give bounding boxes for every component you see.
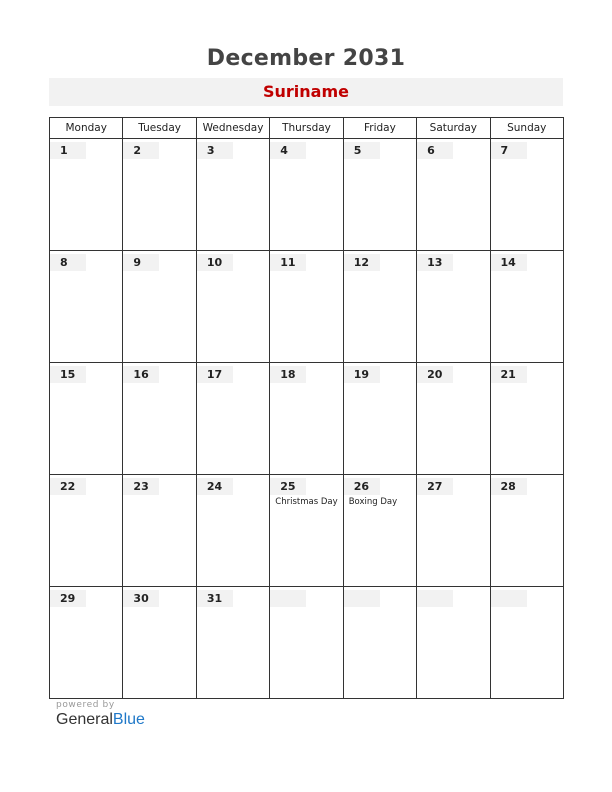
day-number: 19 [344, 366, 380, 383]
weekday-header-friday: Friday [343, 118, 416, 139]
day-number: 14 [491, 254, 527, 271]
day-cell[interactable] [490, 587, 563, 699]
week-row [50, 139, 564, 251]
day-cell[interactable] [343, 587, 416, 699]
day-cell[interactable] [270, 475, 343, 587]
weekday-header-monday: Monday [50, 118, 123, 139]
day-cell[interactable] [123, 363, 196, 475]
day-number: 20 [417, 366, 453, 383]
brand-blue-text: Blue [112, 711, 145, 728]
day-number: 17 [197, 366, 233, 383]
day-number: 4 [270, 142, 306, 159]
day-number: 26 [344, 478, 380, 495]
weekday-header-saturday: Saturday [417, 118, 490, 139]
calendar-grid [49, 117, 564, 699]
day-number: 13 [417, 254, 453, 271]
day-number: 28 [491, 478, 527, 495]
day-number: 29 [50, 590, 86, 607]
day-cell[interactable] [50, 363, 123, 475]
day-number: 10 [197, 254, 233, 271]
day-number: 7 [491, 142, 527, 159]
day-cell[interactable] [270, 587, 343, 699]
day-number: 16 [123, 366, 159, 383]
day-number: 11 [270, 254, 306, 271]
day-cell[interactable] [123, 587, 196, 699]
brand-general-text: General [56, 711, 113, 728]
day-cell[interactable] [196, 587, 269, 699]
day-cell[interactable] [270, 139, 343, 251]
day-number: 12 [344, 254, 380, 271]
weekday-header-thursday: Thursday [270, 118, 343, 139]
day-number: 27 [417, 478, 453, 495]
day-cell[interactable] [196, 251, 269, 363]
day-number: 24 [197, 478, 233, 495]
footer-branding [56, 700, 145, 729]
day-cell[interactable] [50, 251, 123, 363]
day-number: 25 [270, 478, 306, 495]
generalblue-logo[interactable] [56, 711, 145, 729]
day-number [344, 590, 380, 607]
day-cell[interactable] [417, 139, 490, 251]
day-number [491, 590, 527, 607]
calendar-body [50, 139, 564, 699]
day-cell[interactable] [417, 587, 490, 699]
day-number: 5 [344, 142, 380, 159]
holiday-label: Boxing Day [348, 497, 398, 507]
day-number: 1 [50, 142, 86, 159]
day-cell[interactable] [417, 363, 490, 475]
day-cell[interactable] [417, 475, 490, 587]
day-cell[interactable] [50, 475, 123, 587]
week-row [50, 587, 564, 699]
day-number: 3 [197, 142, 233, 159]
day-cell[interactable] [490, 475, 563, 587]
day-number: 30 [123, 590, 159, 607]
week-row [50, 251, 564, 363]
day-cell[interactable] [343, 139, 416, 251]
day-number: 6 [417, 142, 453, 159]
day-cell[interactable] [196, 363, 269, 475]
day-number [270, 590, 306, 607]
country-name: Suriname [263, 82, 349, 101]
weekday-header-tuesday: Tuesday [123, 118, 196, 139]
day-cell[interactable] [343, 363, 416, 475]
day-number [417, 590, 453, 607]
day-number: 15 [50, 366, 86, 383]
day-cell[interactable] [196, 139, 269, 251]
weekday-header-wednesday: Wednesday [196, 118, 269, 139]
weekday-header-row [50, 118, 564, 139]
page-title: December 2031 [206, 46, 406, 71]
day-cell[interactable] [490, 251, 563, 363]
day-number: 21 [491, 366, 527, 383]
weekday-header-sunday: Sunday [490, 118, 563, 139]
day-cell[interactable] [123, 251, 196, 363]
day-cell[interactable] [490, 363, 563, 475]
day-cell[interactable] [123, 475, 196, 587]
day-number: 9 [123, 254, 159, 271]
holiday-label: Christmas Day [275, 497, 338, 507]
day-cell[interactable] [50, 587, 123, 699]
day-number: 18 [270, 366, 306, 383]
day-cell[interactable] [417, 251, 490, 363]
day-number: 2 [123, 142, 159, 159]
day-number: 22 [50, 478, 86, 495]
day-cell[interactable] [270, 363, 343, 475]
powered-by-text: powered by [56, 700, 115, 710]
week-row [50, 363, 564, 475]
day-cell[interactable] [270, 251, 343, 363]
day-number: 31 [197, 590, 233, 607]
day-number: 8 [50, 254, 86, 271]
day-cell[interactable] [343, 251, 416, 363]
week-row [50, 475, 564, 587]
day-cell[interactable] [490, 139, 563, 251]
day-cell[interactable] [196, 475, 269, 587]
day-cell[interactable] [50, 139, 123, 251]
day-number: 23 [123, 478, 159, 495]
country-banner [49, 78, 563, 106]
day-cell[interactable] [123, 139, 196, 251]
day-cell[interactable] [343, 475, 416, 587]
